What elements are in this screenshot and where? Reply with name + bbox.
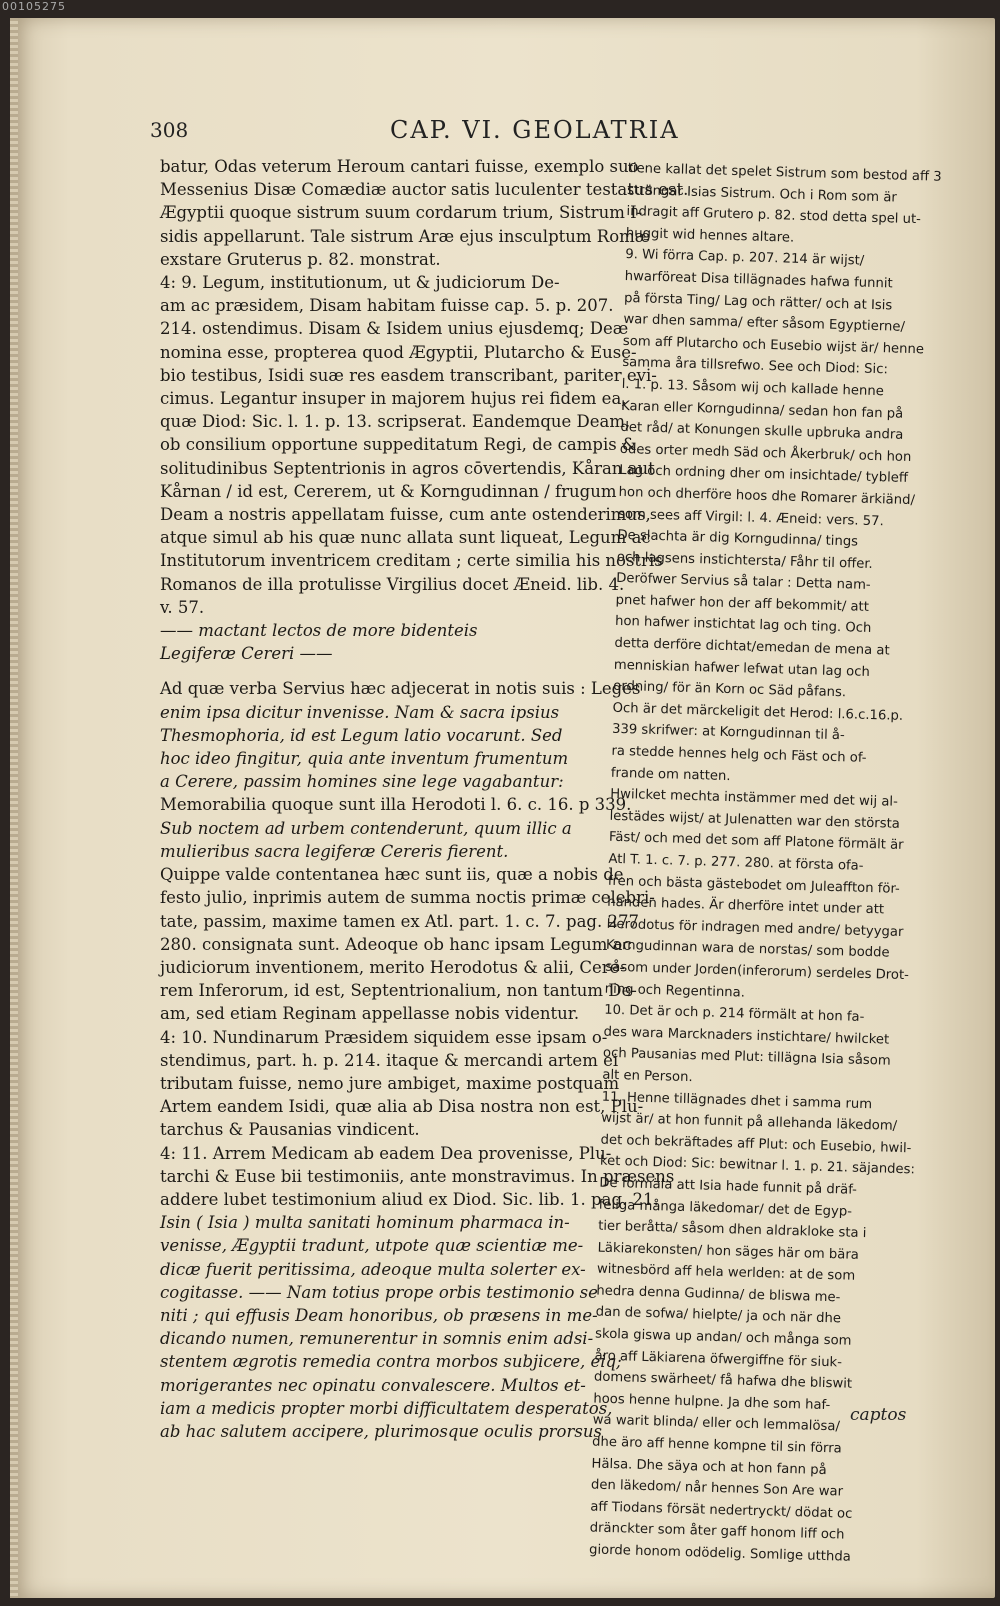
text-line: atque simul ab his quæ nunc allata sunt liqueat, Legum ac xyxy=(160,528,651,548)
text-line: åro aff Läkiarena öfwergiffne för siuk- xyxy=(594,1348,843,1371)
text-line: feliga många läkedomar/ det de Egyp- xyxy=(598,1197,853,1220)
text-line: pnet hafwer hon der aff bekommit/ att xyxy=(615,592,870,615)
text-line: dicæ fuerit peritissima, adeoque multa solerter ex- xyxy=(160,1259,586,1279)
text-line: ket och Diod: Sic: bewitnar l. 1. p. 21. säjandes: xyxy=(599,1153,916,1178)
text-line: cogitasse. —— Nam totius prope orbis testimonio se xyxy=(160,1282,598,1302)
text-line: stentem ægrotis remedia contra morbos subjicere, eiq; xyxy=(160,1352,622,1372)
text-line: som sees aff Virgil: l. 4. Æneid: vers. 57. xyxy=(617,506,884,529)
text-line: Isin ( Isia ) multa sanitati hominum pharmaca in- xyxy=(160,1213,570,1233)
text-line: ödes orter medh Säd och Åkerbruk/ och hon xyxy=(619,441,912,465)
text-line: Hälsa. Dhe säya och at hon fann på xyxy=(591,1456,827,1478)
text-line: detta derföre dichtat/emedan de mena at xyxy=(614,635,890,659)
text-line: batur, Odas veterum Heroum cantari fuisse, exemplo suo xyxy=(160,157,639,176)
text-line: ob consilium opportune suppeditatum Regi, de campis & xyxy=(160,435,637,455)
text-line: stendimus, part. h. p. 214. itaque & mercandi artem ei xyxy=(160,1050,619,1070)
text-line: De förmäla att Isia hade funnit på dräf- xyxy=(599,1175,858,1198)
text-line: venisse, Ægyptii tradunt, utpote quæ scientiæ me- xyxy=(160,1236,584,1256)
text-line: tier beråtta/ såsom dhen aldrakloke sta i xyxy=(597,1218,867,1242)
text-line: De slachta är dig Korngudinna/ tings xyxy=(617,527,859,550)
text-line: ab hac salutem accipere, plurimosque oculis prorsus xyxy=(160,1421,602,1441)
text-line: Legiferæ Cereri —— xyxy=(160,644,333,664)
text-line: Kårnan / id est, Cererem, ut & Korngudinnan / frugum xyxy=(160,481,617,501)
text-line: solitudinibus Septentrionis in agros cōvertendis, Kåran aut xyxy=(160,458,655,478)
text-line: des wara Marcknaders instichtare/ hwilcket xyxy=(603,1024,890,1048)
text-line: domens swärheet/ få hafwa dhe bliswit xyxy=(593,1369,853,1392)
text-line: Deröfwer Servius så talar : Detta nam- xyxy=(616,571,871,594)
text-line: enim ipsa dicitur invenisse. Nam & sacra ipsius xyxy=(160,702,560,722)
text-line: am ac præsidem, Disam habitam fuisse cap. 5. p. 207. xyxy=(160,296,614,316)
archive-id: 00105275 xyxy=(2,0,66,13)
text-line: Och är det märckeligit det Herod: l.6.c.16.p. xyxy=(612,700,904,724)
text-line: sidis appellarunt. Tale sistrum Aræ ejus insculptum Romæ xyxy=(160,226,651,246)
text-line: Sub noctem ad urbem contenderunt, quum illic a xyxy=(160,818,572,838)
page-number: 308 xyxy=(150,118,189,142)
text-line: alt en Person. xyxy=(602,1067,693,1086)
text-line: 4: 10. Nundinarum Præsidem siquidem esse ipsam o- xyxy=(160,1027,608,1047)
text-line: handen hades. Är dherföre intet under att xyxy=(606,894,885,918)
text-line: strängar Isias Sistrum. Och i Rom som är xyxy=(626,182,898,206)
running-head: CAP. VI. GEOLATRIA xyxy=(390,116,680,144)
text-line: Atl T. 1. c. 7. p. 277. 280. at första ofa- xyxy=(608,851,864,874)
text-line: wijst är/ at hon funnit på allehanda läkedom/ xyxy=(600,1110,898,1135)
text-line: Herodotus för indragen med andre/ betyygar xyxy=(606,916,904,940)
text-line: exstare Gruterus p. 82. monstrat. xyxy=(160,249,441,269)
text-line: Deam a nostris appellatam fuisse, cum ante ostenderimus, xyxy=(160,505,651,525)
text-line: dhe äro aff henne kompne til sin förra xyxy=(591,1434,842,1457)
text-line: 280. consignata sunt. Adeoque ob hanc ipsam Legum ac xyxy=(160,934,632,954)
text-line: och Pausanias med Plut: tillägna Isia såsom xyxy=(602,1045,891,1070)
text-line: 9. Wi förra Cap. p. 207. 214 är wijst/ xyxy=(625,247,865,270)
text-line: nomina esse, propterea quod Ægyptii, Plutarcho & Euse- xyxy=(160,342,637,362)
text-line: hoos henne hulpne. Ja dhe som haf- xyxy=(593,1391,831,1413)
text-line: dicando numen, remunerentur in somnis enim adsi- xyxy=(160,1329,594,1349)
text-line: rem Inferorum, id est, Septentrionalium, non tantum De- xyxy=(160,981,637,1001)
text-line: morigerantes nec opinatu convalescere. Multos et- xyxy=(160,1375,586,1395)
text-line: skola giswa up andan/ och många som xyxy=(594,1326,852,1349)
text-line: Institutorum inventricem creditam ; certe similia his nostris xyxy=(160,551,663,571)
text-line: tarchus & Pausanias vindicent. xyxy=(160,1120,420,1140)
text-line: Romanos de illa protulisse Virgilius docet Æneid. lib. 4. xyxy=(160,574,625,594)
catchword: captos xyxy=(850,1405,907,1425)
text-line: iam a medicis propter morbi difficultatem desperatos, xyxy=(160,1398,613,1418)
text-line: 339 skrifwer: at Korngudinnan til å- xyxy=(611,722,845,744)
text-line: 4: 11. Arrem Medicam ab eadem Dea provenisse, Plu- xyxy=(160,1143,612,1163)
text-line: —— mactant lectos de more bidenteis xyxy=(160,621,478,641)
text-line: hedra denna Gudinna/ de bliswa me- xyxy=(596,1283,841,1306)
text-line: ordning/ för än Korn oc Säd påfans. xyxy=(613,679,847,701)
text-line: quæ Diod: Sic. l. 1. p. 13. scripserat. Eandemque Deam, xyxy=(160,412,631,432)
text-line: dränckter som åter gaff honom liff och xyxy=(589,1520,845,1543)
text-line: witnesbörd aff hela werlden: at de som xyxy=(596,1261,856,1285)
text-line: Karan eller Korngudinna/ sedan hon fan på xyxy=(620,398,904,422)
text-line: Läkiarekonsten/ hon säges här om bära xyxy=(597,1240,860,1263)
text-line: wa warit blinda/ eller och lemmalösa/ xyxy=(592,1412,841,1435)
text-line: Hwilcket mechta instämmer med det wij al- xyxy=(610,786,899,811)
text-line: indragit aff Grutero p. 82. stod detta spel ut- xyxy=(626,204,922,228)
text-line: Messenius Disæ Comædiæ auctor satis luculenter testatus est. xyxy=(160,180,689,200)
text-line: det och bekräftades aff Plut: och Eusebio, hwil- xyxy=(600,1132,912,1157)
text-line: såsom under Jorden(inferorum) serdeles Drot- xyxy=(605,959,910,984)
text-line: 10. Det är och p. 214 förmält at hon fa- xyxy=(603,1002,865,1026)
text-line: frande om natten. xyxy=(610,765,731,784)
text-line: addere lubet testimonium aliud ex Diod. Sic. lib. 1. pag. 21. xyxy=(160,1189,659,1209)
text-line: tiene kallat det spelet Sistrum som bestod aff 3 xyxy=(627,160,942,185)
text-line: Thesmophoria, id est Legum latio vocarunt. Sed xyxy=(160,725,563,745)
text-line: ning och Regentinna. xyxy=(604,981,746,1001)
text-line: war dhen samma/ efter såsom Egyptierne/ xyxy=(623,312,906,335)
text-line: Memorabilia quoque sunt illa Herodoti l. 6. c. 16. p 339. xyxy=(160,795,632,815)
swedish-column xyxy=(588,158,942,1569)
text-line: tributam fuisse, nemo jure ambiget, maxime postquam xyxy=(160,1073,620,1093)
text-line: 214. ostendimus. Disam & Isidem unius ejusdemq; Deæ xyxy=(160,319,629,339)
text-line: 11. Henne tillägnades dhet i samma rum xyxy=(601,1089,873,1112)
text-line: cimus. Legantur insuper in majorem hujus rei fidem ea, xyxy=(160,389,627,409)
text-line: ra stedde hennes helg och Fäst och of- xyxy=(611,743,867,766)
text-line: samma åra tillsrefwo. See och Diod: Sic: xyxy=(622,355,889,378)
text-line: niti ; qui effusis Deam honoribus, ob præsens in me- xyxy=(160,1305,598,1325)
text-line: Korngudinnan wara de norstas/ som bodde xyxy=(605,938,890,961)
page-edge xyxy=(10,18,18,1598)
text-line: huggit wid hennes altare. xyxy=(625,225,795,246)
text-line: hwarföreat Disa tillägnades hafwa funnit xyxy=(624,268,893,292)
text-line: giorde honom odödelig. Somlige utthda xyxy=(588,1542,851,1565)
text-line: Lag och ordning dher om insichtade/ tybleff xyxy=(619,463,909,487)
text-line: tate, passim, maxime tamen ex Atl. part. 1. c. 7. pag. 277 xyxy=(160,911,639,931)
text-line: hon hafwer instichtat lag och ting. Och xyxy=(614,614,872,637)
text-line: Artem eandem Isidi, quæ alia ab Disa nostra non est, Plu- xyxy=(160,1097,644,1117)
text-line: det råd/ at Konungen skulle upbruka andra xyxy=(620,420,904,443)
text-line: Quippe valde contentanea hæc sunt iis, quæ a nobis de xyxy=(160,865,624,885)
text-line: på första Ting/ Lag och rätter/ och at Isis xyxy=(623,290,893,313)
text-line: am, sed etiam Reginam appellasse nobis videntur. xyxy=(160,1004,580,1024)
text-line: dan de sofwa/ hielpte/ ja och när dhe xyxy=(595,1305,842,1327)
text-line: som aff Plutarcho och Eusebio wijst är/ henne xyxy=(622,333,925,358)
text-line: lestädes wijst/ at Julenatten war den största xyxy=(609,808,901,832)
text-line: festo julio, inprimis autem de summa noctis primæ celebri- xyxy=(160,888,655,908)
text-line: och lagsens instichtersta/ Fåhr til offer. xyxy=(616,549,873,572)
text-line: fren och bästa gästebodet om Juleaffton för- xyxy=(607,873,901,897)
text-line: 4: 9. Legum, institutionum, ut & judiciorum De- xyxy=(160,273,560,293)
text-line: aff Tiodans försät nedertryckt/ dödat oc xyxy=(590,1499,853,1522)
text-line: bio testibus, Isidi suæ res easdem transcribant, pariter evi- xyxy=(160,365,657,385)
text-line: a Cerere, passim homines sine lege vagabantur: xyxy=(160,772,564,792)
text-line: menniskian hafwer lefwat utan lag och xyxy=(613,657,871,680)
text-line xyxy=(160,665,615,677)
text-line: den läkedom/ når hennes Son Are war xyxy=(590,1477,844,1500)
text-line: Fäst/ och med det som aff Platone förmält är xyxy=(608,830,904,854)
text-line: v. 57. xyxy=(160,597,205,617)
text-line: tarchi & Euse bii testimoniis, ante monstravimus. In præsens xyxy=(160,1166,675,1186)
text-line: Ad quæ verba Servius hæc adjecerat in notis suis : Leges xyxy=(160,679,641,699)
text-line: hon och dherföre hoos dhe Romarer ärkiänd/ xyxy=(618,484,916,509)
text-line: l. 1. p. 13. Såsom wij och kallade henne xyxy=(621,376,885,400)
text-line: mulieribus sacra legiferæ Cereris fierent. xyxy=(160,841,509,861)
text-line: hoc ideo fingitur, quia ante inventum frumentum xyxy=(160,749,569,769)
text-line: Ægyptii quoque sistrum suum cordarum trium, Sistrum I- xyxy=(160,203,643,223)
text-line: judiciorum inventionem, merito Herodotus & alii, Cere- xyxy=(160,957,625,977)
